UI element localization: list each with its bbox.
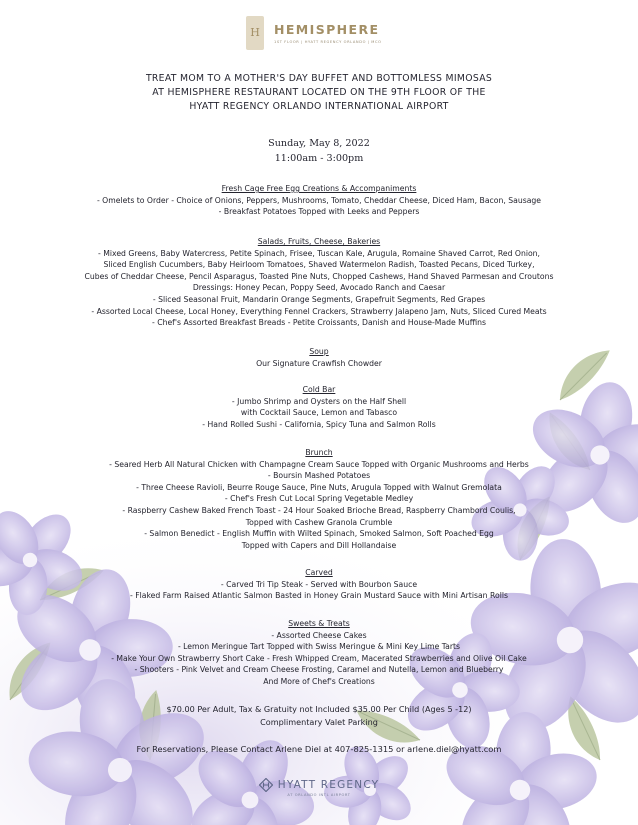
price-line: $70.00 Per Adult, Tax & Gratuity not Included $35.00 Per Child (Ages 5 -12) bbox=[166, 704, 472, 714]
menu-line: - Seared Herb All Natural Chicken with Champagne Cream Sauce Topped with Organic Mushrooms and Herbs bbox=[109, 459, 529, 469]
section-title: Salads, Fruits, Cheese, Bakeries bbox=[257, 237, 381, 246]
menu-line: - Boursin Mashed Potatoes bbox=[267, 471, 371, 481]
menu-line: Topped with Cashew Granola Crumble bbox=[245, 517, 393, 527]
menu-line: - Sliced Seasonal Fruit, Mandarin Orange Segments, Grapefruit Segments, Red Grapes bbox=[152, 294, 486, 304]
event-date: Sunday, May 8, 2022 bbox=[268, 138, 370, 149]
section-title: Cold Bar bbox=[302, 385, 336, 394]
menu-line: - Chef's Assorted Breakfast Breads - Petite Croissants, Danish and House-Made Muffins bbox=[151, 318, 486, 328]
menu-section-carved bbox=[40, 567, 598, 602]
headline-line: HYATT REGENCY ORLANDO INTERNATIONAL AIRPORT bbox=[189, 101, 449, 112]
menu-line: Our Signature Crawfish Chowder bbox=[256, 358, 382, 368]
menu-line: - Breakfast Potatoes Topped with Leeks and Peppers bbox=[218, 207, 420, 217]
headline bbox=[0, 72, 638, 114]
section-title: Fresh Cage Free Egg Creations & Accompaniments bbox=[221, 184, 417, 193]
headline-line: TREAT MOM TO A MOTHER'S DAY BUFFET AND BOTTOMLESS MIMOSAS bbox=[145, 73, 493, 84]
menu-line: - Shooters - Pink Velvet and Cream Cheese Frosting, Caramel and Nutella, Lemon and Blueberry bbox=[134, 665, 504, 675]
menu-line: And More of Chef's Creations bbox=[263, 676, 375, 686]
parking-line: Complimentary Valet Parking bbox=[260, 717, 378, 727]
menu-section-eggs bbox=[40, 183, 598, 218]
menu-line: - Lemon Meringue Tart Topped with Swiss Meringue & Mini Key Lime Tarts bbox=[177, 642, 461, 652]
menu-line: - Make Your Own Strawberry Short Cake - Fresh Whipped Cream, Macerated Strawberries and Olive Oil Cake bbox=[111, 653, 527, 663]
menu-line: - Flaked Farm Raised Atlantic Salmon Basted in Honey Grain Mustard Sauce with Mini Artisan Rolls bbox=[130, 591, 508, 601]
menu-line: Dressings: Honey Pecan, Poppy Seed, Avocado Ranch and Caesar bbox=[192, 283, 446, 293]
menu-line: Cubes of Cheddar Cheese, Pencil Asparagus, Toasted Pine Nuts, Chopped Cashews, Hand Shaved Parmesan and Croutons bbox=[84, 271, 554, 281]
reservation-contact: For Reservations, Please Contact Arlene Diel at 407-825-1315 or arlene.diel@hyatt.com bbox=[136, 744, 502, 754]
menu-line: - Carved Tri Tip Steak - Served with Bourbon Sauce bbox=[220, 579, 418, 589]
menu-section-sweets bbox=[40, 618, 598, 688]
menu-line: - Jumbo Shrimp and Oysters on the Half Shell bbox=[231, 396, 407, 406]
logo-tagline: 1ST FLOOR | HYATT REGENCY ORLANDO | MCO bbox=[274, 39, 382, 44]
menu-line: - Assorted Cheese Cakes bbox=[271, 630, 367, 640]
menu-line: - Raspberry Cashew Baked French Toast - 24 Hour Soaked Brioche Bread, Raspberry Chambord Coulis, bbox=[122, 505, 516, 515]
menu-line: Topped with Capers and Dill Hollandaise bbox=[241, 540, 397, 550]
hemisphere-h-icon bbox=[246, 16, 264, 50]
menu-section-soup bbox=[40, 346, 598, 369]
menu-section-cold-bar bbox=[40, 384, 598, 430]
logo-name: HEMISPHERE bbox=[274, 21, 380, 37]
menu-line: - Chef's Fresh Cut Local Spring Vegetable Medley bbox=[224, 494, 414, 504]
menu-section-salads bbox=[40, 236, 598, 329]
menu-line: Sliced English Cucumbers, Baby Heirloom Tomatoes, Shaved Watermelon Radish, Toasted Pecans, Diced Turkey, bbox=[103, 260, 535, 270]
hyatt-regency-logo bbox=[246, 778, 392, 797]
menu-line: with Cocktail Sauce, Lemon and Tabasco bbox=[240, 408, 398, 418]
menu-line: - Assorted Local Cheese, Local Honey, Everything Fennel Crackers, Strawberry Jalapeno Jam, Nuts, Sliced Cured Meats bbox=[91, 306, 547, 316]
event-date-time bbox=[0, 136, 638, 166]
section-title: Sweets & Treats bbox=[288, 619, 350, 628]
event-time: 11:00am - 3:00pm bbox=[274, 153, 364, 164]
menu-line: - Mixed Greens, Baby Watercress, Petite Spinach, Frisee, Tuscan Kale, Arugula, Romaine Shaved Carrot, Red Onion, bbox=[98, 248, 540, 258]
hyatt-brand: HYATT REGENCY bbox=[277, 779, 380, 791]
section-title: Carved bbox=[305, 568, 333, 577]
logo-mark-letter: H bbox=[250, 26, 260, 39]
menu-line: - Omelets to Order - Choice of Onions, Peppers, Mushrooms, Tomato, Cheddar Cheese, Diced Ham, Bacon, Sausage bbox=[96, 195, 542, 205]
menu-line: - Hand Rolled Sushi - California, Spicy Tuna and Salmon Rolls bbox=[202, 419, 436, 429]
menu-line: - Salmon Benedict - English Muffin with Wilted Spinach, Smoked Salmon, Soft Poached Egg bbox=[144, 529, 494, 539]
menu-line: - Three Cheese Ravioli, Beurre Rouge Sauce, Pine Nuts, Arugula Topped with Walnut Gremolata bbox=[136, 482, 502, 492]
hyatt-tagline: AT ORLANDO INTL AIRPORT bbox=[287, 793, 351, 797]
menu-section-brunch bbox=[40, 447, 598, 551]
hemisphere-logo bbox=[246, 15, 392, 50]
section-title: Soup bbox=[309, 347, 329, 356]
section-title: Brunch bbox=[305, 448, 333, 457]
headline-line: AT HEMISPHERE RESTAURANT LOCATED ON THE 9TH FLOOR OF THE bbox=[152, 87, 486, 98]
pricing bbox=[0, 703, 638, 729]
hyatt-logo-icon bbox=[259, 778, 273, 792]
